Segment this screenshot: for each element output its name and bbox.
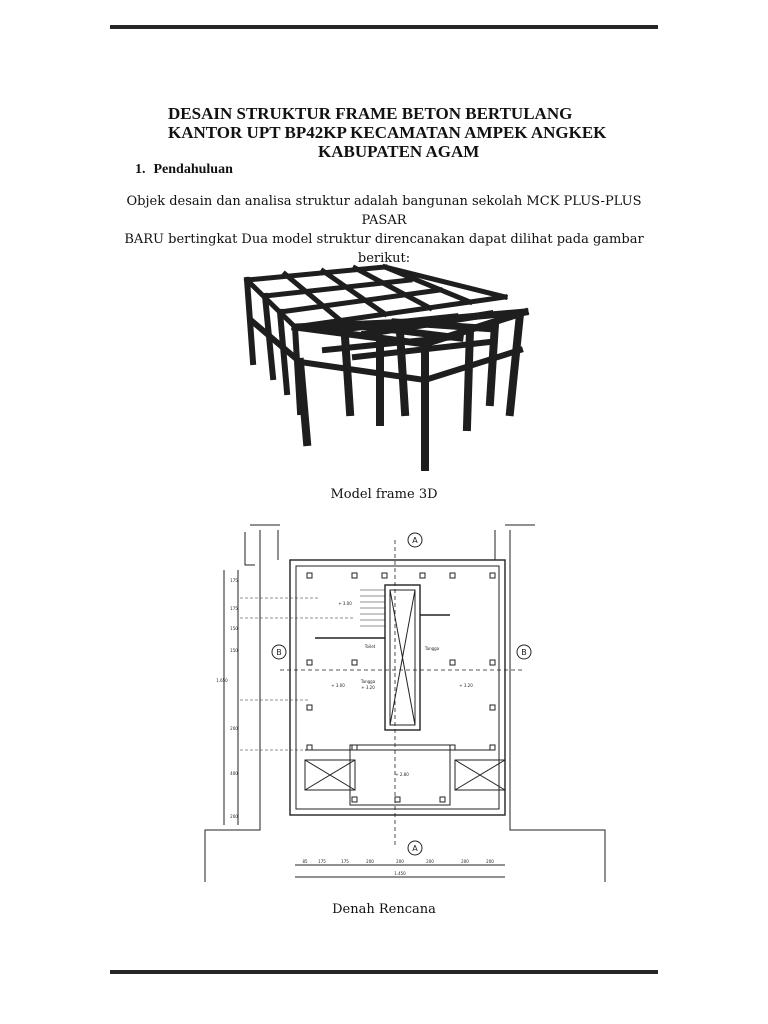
hdim-7: 200: [461, 859, 469, 864]
floor-plan-caption: Denah Rencana: [332, 902, 436, 917]
vdim-4: 150: [230, 648, 238, 653]
elevation-label-1: + 3.00: [338, 601, 352, 606]
room-label-toilet: Toilet: [364, 644, 376, 649]
overall-dimension: 1.450: [394, 871, 406, 876]
section-heading: [135, 162, 233, 178]
elevation-label-5: + 3.20: [361, 685, 375, 690]
room-label-tangga-1: Tangga: [424, 646, 440, 651]
grid-label-left: B: [276, 648, 282, 657]
intro-line-1: Objek desain dan analisa struktur adalah bangunan sekolah MCK PLUS-PLUS PASAR: [126, 194, 642, 228]
hdim-3: 175: [341, 859, 349, 864]
title-line-2: KANTOR UPT BP42KP KECAMATAN AMPEK ANGKEK: [168, 123, 607, 142]
room-label-tangga-2: Tangga: [360, 679, 376, 684]
vdim-7: 200: [230, 814, 238, 819]
grid-label-bottom: A: [412, 844, 418, 853]
intro-paragraph: [110, 192, 658, 268]
bottom-rule: [110, 970, 658, 974]
elevation-label-3: + 3.00: [331, 683, 345, 688]
section-number: 1.: [135, 162, 146, 177]
frame-3d-caption: Model frame 3D: [330, 487, 438, 502]
hdim-6: 200: [426, 859, 434, 864]
vdim-1: 175: [230, 578, 238, 583]
elevation-label-4: + 3.20: [459, 683, 473, 688]
intro-line-2: BARU bertingkat Dua model struktur direncanakan dapat dilihat pada gambar berikut:: [124, 232, 644, 266]
hdim-8: 200: [486, 859, 494, 864]
section-title: Pendahuluan: [153, 162, 233, 177]
vdim-5: 200: [230, 726, 238, 731]
title-line-3: KABUPATEN AGAM: [318, 142, 480, 161]
hdim-2: 175: [318, 859, 326, 864]
hdim-5: 200: [396, 859, 404, 864]
grid-label-top: A: [412, 536, 418, 545]
top-rule: [110, 25, 658, 29]
title-line-1: DESAIN STRUKTUR FRAME BETON BERTULANG: [168, 104, 573, 123]
vdim-total: 1.650: [216, 678, 228, 683]
frame-3d-figure: [235, 262, 535, 472]
hdim-4: 200: [366, 859, 374, 864]
elevation-label-2: + 2.80: [395, 772, 409, 777]
vdim-6: 400: [230, 771, 238, 776]
hdim-1: 85: [302, 859, 308, 864]
vdim-2: 175: [230, 606, 238, 611]
vdim-3: 150: [230, 626, 238, 631]
floor-plan-figure: [150, 520, 620, 900]
grid-label-right: B: [521, 648, 527, 657]
